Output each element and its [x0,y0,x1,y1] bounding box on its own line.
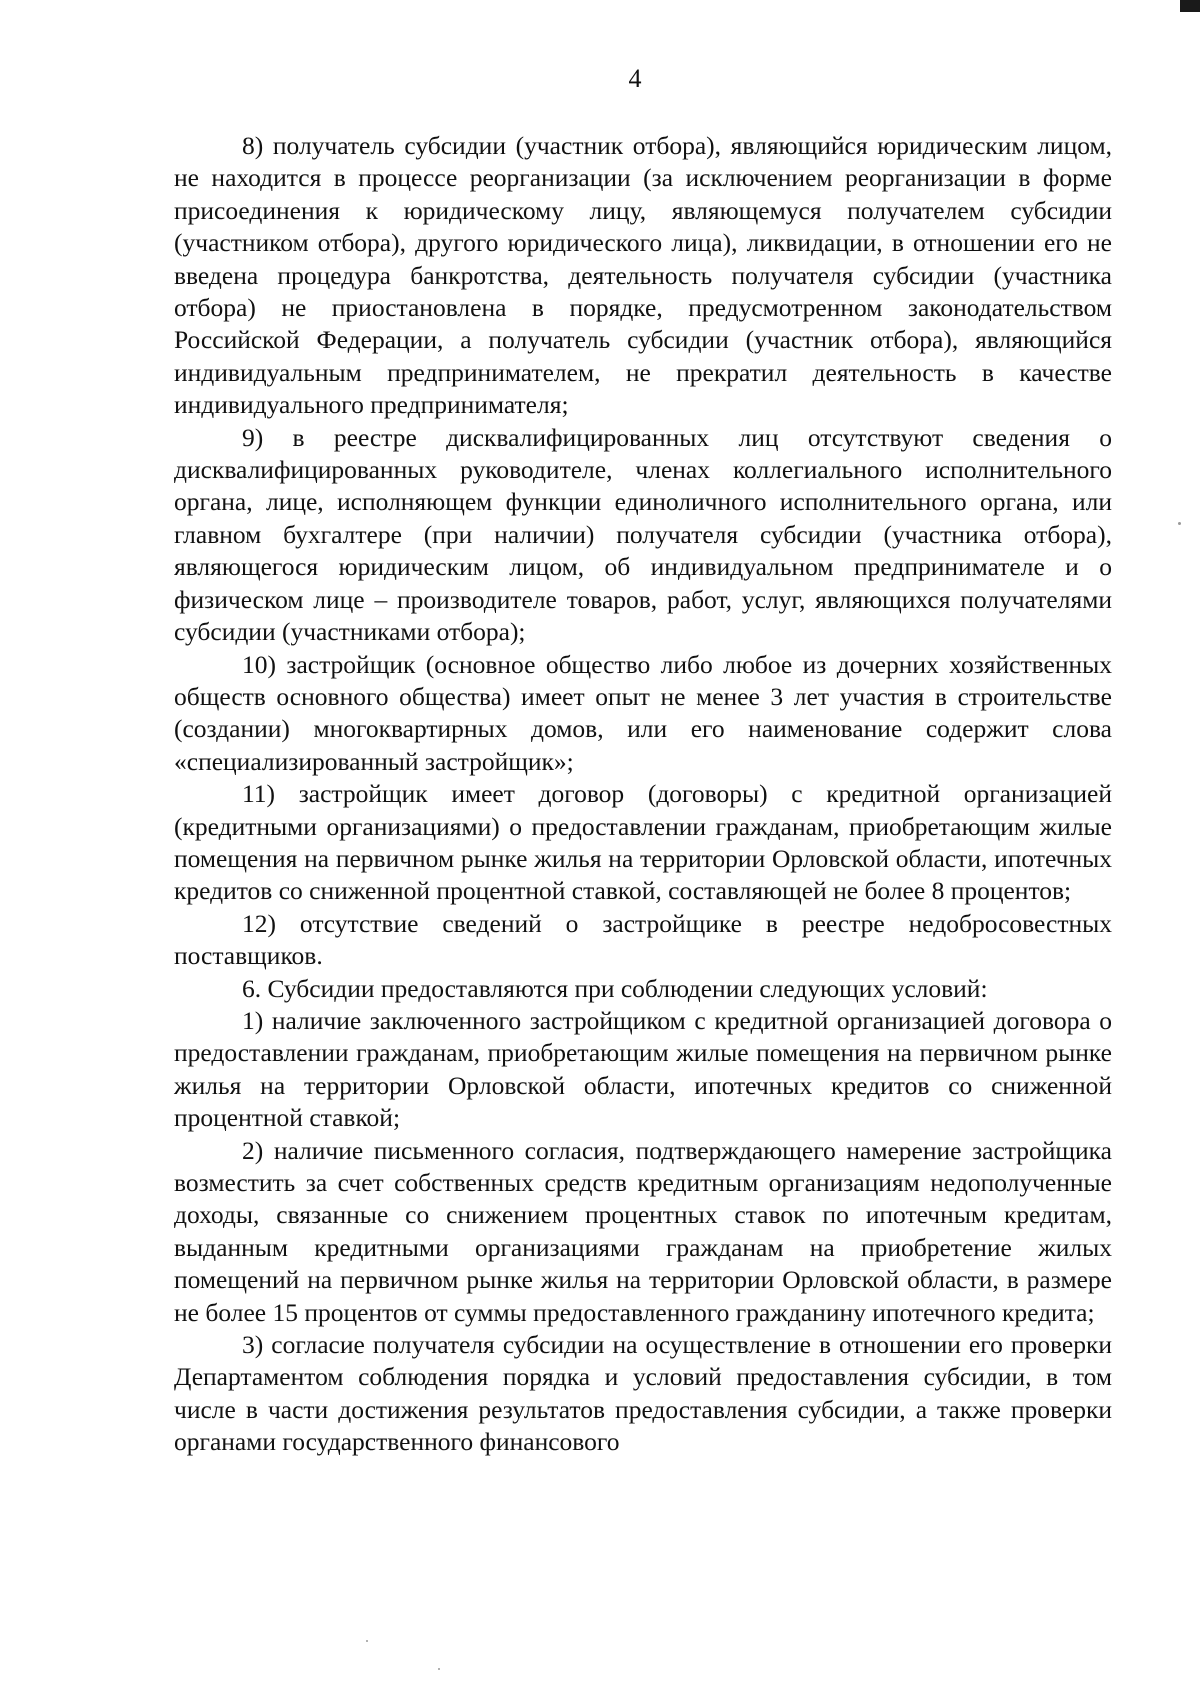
paragraph-item-12: 12) отсутствие сведений о застройщике в реестре недобросовестных поставщиков. [174,908,1112,971]
document-body [174,130,1112,1459]
scan-edge-mark [1180,0,1200,12]
scan-speck [1178,522,1181,525]
paragraph-item-10: 10) застройщик (основное общество либо любое из дочерних хозяйственных обществ основного общества) имеет опыт не менее 3 лет участия в строительстве (создании) многоквартирных домов, или его наименование содержит слова «специализированный застройщик»; [174,649,1112,776]
paragraph-item-8: 8) получатель субсидии (участник отбора), являющийся юридическим лицом, не находится в процессе реорганизации (за исключением реорганизации в форме присоединения к юридическому лицу, являющемуся получателем субсидии (участником отбора), другого юридического лица), ликвидации, в отношении его не введена процедура банкротства, деятельность получателя субсидии (участника отбора) не приостановлена в порядке, предусмотренном законодательством Российской Федерации, а получатель субсидии (участник отбора), являющийся индивидуальным предпринимателем, не прекратил деятельность в качестве индивидуального предпринимателя; [174,131,1112,420]
paragraph-section-6: 6. Субсидии предоставляются при соблюдении следующих условий: [242,973,988,1003]
paragraph-condition-3: 3) согласие получателя субсидии на осуществление в отношении его проверки Департаментом соблюдения порядка и условий предоставления субсидии, в том числе в части достижения результатов предоставления субсидии, а также проверки органами государственного финансового [174,1330,1112,1457]
paragraph-condition-1: 1) наличие заключенного застройщиком с кредитной организацией договора о предоставлении гражданам, приобретающим жилые помещения на первичном рынке жилья на территории Орловской области, ипотечных кредитов со сниженной процентной ставкой; [174,1005,1112,1133]
page-number: 4 [628,64,642,93]
paragraph-item-11: 11) застройщик имеет договор (договоры) с кредитной организацией (кредитными организациями) о предоставлении гражданам, приобретающим жилые помещения на первичном рынке жилья на территории Орловской области, ипотечных кредитов со сниженной процентной ставкой, составляющей не более 8 процентов; [174,779,1112,906]
paragraph-item-9: 9) в реестре дисквалифицированных лиц отсутствуют сведения о дисквалифицированных руководителе, членах коллегиального исполнительного органа, лице, исполняющем функции единоличного исполнительного органа, или главном бухгалтере (при наличии) получателя субсидии (участника отбора), являющегося юридическим лицом, об индивидуальном предпринимателе и о физическом лице – производителе товаров, работ, услуг, являющихся получателями субсидии (участниками отбора); [174,422,1112,647]
scan-speck [438,1668,440,1670]
scan-speck [366,1640,368,1642]
paragraph-condition-2: 2) наличие письменного согласия, подтверждающего намерение застройщика возместить за счет собственных средств кредитным организациям недополученные доходы, связанные со снижением процентных ставок по ипотечным кредитам, выданным кредитными организациями гражданам на приобретение жилых помещений на первичном рынке жилья на территории Орловской области, в размере не более 15 процентов от суммы предоставленного гражданину ипотечного кредита; [174,1135,1112,1327]
